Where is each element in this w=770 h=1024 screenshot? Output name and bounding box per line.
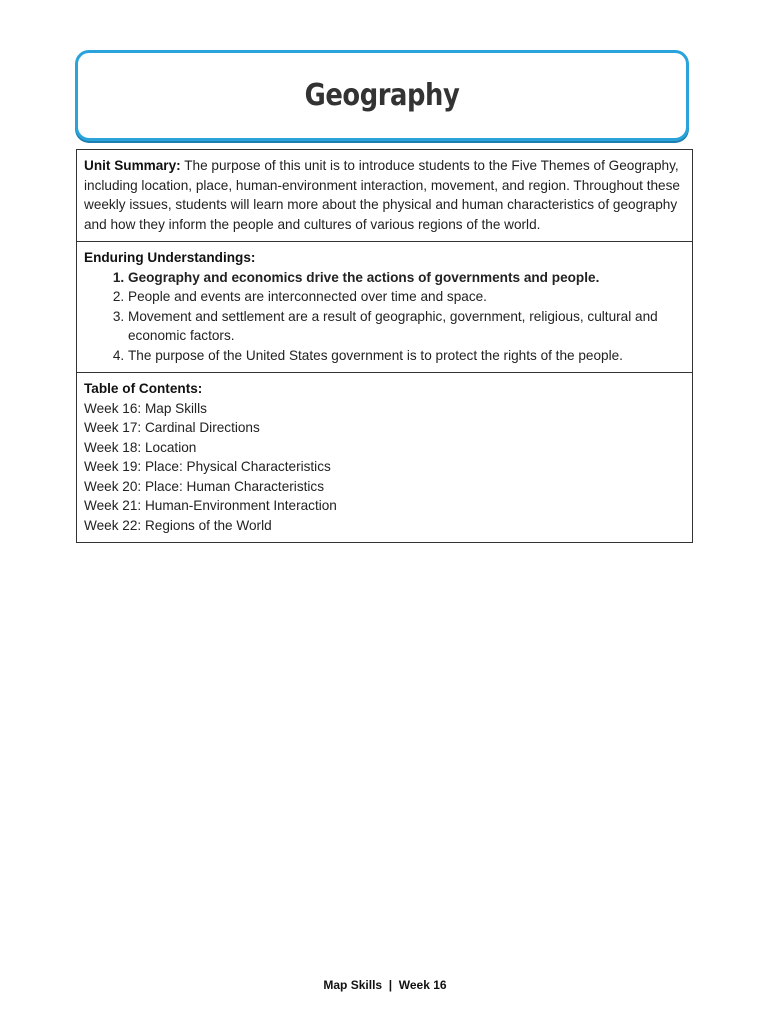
list-item: 3. Movement and settlement are a result of geographic, government, religious, cultural and economic factors. xyxy=(128,307,684,346)
list-item: 4. The purpose of the United States government is to protect the rights of the people. xyxy=(128,346,684,366)
unit-summary-text: The purpose of this unit is to introduce students to the Five Themes of Geography, including location, place, human-environment interaction, movement, and region. Throughout these weekly issues, students will learn more about the physical and human characteristics of geography and how they inform the people and cultures of various regions of the world. xyxy=(84,158,680,232)
unit-summary-section xyxy=(77,150,692,241)
table-of-contents-label: Table of Contents: xyxy=(84,381,203,396)
enduring-understandings-label: Enduring Understandings: xyxy=(84,250,256,265)
toc-item: Week 19: Place: Physical Characteristics xyxy=(84,459,331,474)
list-item: 1. Geography and economics drive the actions of governments and people. xyxy=(128,268,684,288)
toc-item: Week 20: Place: Human Characteristics xyxy=(84,478,325,494)
title-box xyxy=(75,50,689,141)
toc-item: Week 17: Cardinal Directions xyxy=(84,420,260,435)
page-footer: Map Skills | Week 16 xyxy=(323,978,447,992)
enduring-understandings-section xyxy=(77,241,692,372)
toc-item: Week 21: Human-Environment Interaction xyxy=(84,498,337,513)
content-table xyxy=(76,149,693,543)
enduring-understandings-list xyxy=(84,268,684,366)
unit-summary-label: Unit Summary: xyxy=(84,158,181,173)
list-item: 2. People and events are interconnected over time and space. xyxy=(128,287,684,307)
page-title: Geography xyxy=(304,78,460,113)
toc-item: Week 16: Map Skills xyxy=(84,400,207,416)
toc-item: Week 22: Regions of the World xyxy=(84,517,272,533)
toc-item: Week 18: Location xyxy=(84,439,197,455)
table-of-contents-section xyxy=(77,372,692,542)
